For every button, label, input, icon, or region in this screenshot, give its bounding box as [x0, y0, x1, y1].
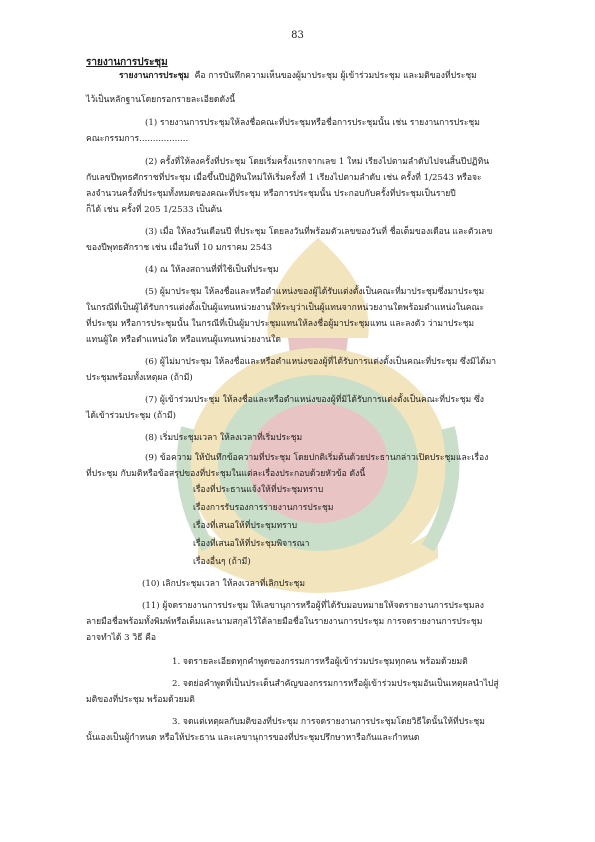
item-11-line: ลายมือชื่อพร้อมทั้งพิมพ์หรือเต็มและนามสกุลไว้ใต้ลายมือชื่อในรายงานการประชุม การจดรายงานการประชุม — [86, 617, 483, 627]
item-7-line: ได้เข้าร่วมประชุม (ถ้ามี) — [86, 411, 176, 421]
item-9-line: (9) ข้อความ ให้บันทึกข้อความที่ประชุม โดยปกติเริ่มต้นด้วยประธานกล่าวเปิดประชุมและเรื่อง — [145, 453, 489, 463]
item-4-line: (4) ณ ให้ลงสถานที่ที่ใช้เป็นที่ประชุม — [145, 265, 279, 275]
page-heading: รายงานการประชุม — [86, 57, 168, 68]
item-7-line: (7) ผู้เข้าร่วมประชุม ให้ลงชื่อและหรือตำแหน่งของผู้ที่มิได้รับการแต่งตั้งเป็นคณะที่ประชุม ซึ่ง — [145, 395, 484, 405]
item-8-line: (8) เริ่มประชุมเวลา ให้ลงเวลาที่เริ่มประชุม — [145, 433, 303, 443]
item-1-line: (1) รายงานการประชุมให้ลงชื่อคณะที่ประชุมหรือชื่อการประชุมนั้น เช่น รายงานการประชุม — [145, 118, 480, 128]
item-5-line: ที่ประชุม หรือการประชุมนั้น ในกรณีที่เป็นผู้มาประชุมแทนให้ลงชื่อผู้มาประชุมแทน และลงตัว ว่ามาประชุม — [86, 319, 475, 329]
item-5-line: (5) ผู้มาประชุม ให้ลงชื่อและหรือตำแหน่งของผู้ได้รับแต่งตั้งเป็นคณะที่มาประชุมซึ่งมาประชุม — [145, 287, 485, 297]
intro-line — [119, 70, 477, 82]
item-2-line: ก็ได้ เช่น ครั้งที่ 205 1/2533 เป็นต้น — [86, 205, 222, 215]
item-5-line: แทนผู้ใด หรือตำแหน่งใด หรือแทนผู้แทนหน่วยงานใด — [86, 335, 281, 345]
item-9-line: ที่ประชุม กับมติหรือข้อสรุปของที่ประชุมในแต่ละเรื่องประกอบด้วยหัวข้อ ดังนี้ — [86, 469, 366, 479]
item-6-line: (6) ผู้ไม่มาประชุม ให้ลงชื่อและหรือตำแหน่งของผู้ที่ได้รับการแต่งตั้งเป็นคณะที่ประชุม ซึ่งมิได้มา — [145, 357, 497, 367]
item-1-line: คณะกรรมการ.................. — [86, 134, 189, 144]
intro-line: ไว้เป็นหลักฐานโดยกรอกรายละเอียดดังนี้ — [86, 95, 236, 105]
item-6-line: ประชุมพร้อมทั้งเหตุผล (ถ้ามี) — [86, 373, 193, 383]
item-3-line: (3) เมื่อ ให้ลงวันเดือนปี ที่ประชุม โดยลงวันที่พร้อมตัวเลขของวันที่ ชื่อเต็มของเดือน และตัวเลข — [145, 227, 493, 237]
method-2-line: มติของที่ประชุม พร้อมด้วยมติ — [86, 695, 195, 705]
item-11-line: อาจทำได้ 3 วิธี คือ — [86, 633, 157, 643]
method-2-line: 2. จดย่อคำพูดที่เป็นประเด็นสำคัญของกรรมการหรือผู้เข้าร่วมประชุมอันเป็นเหตุผลนำไปสู่ — [172, 679, 499, 689]
item-2-line: กับเลขปีพุทธศักราชที่ประชุม เมื่อขึ้นปีปฏิทินใหม่ให้เริ่มครั้งที่ 1 เรียงไปตามลำดับ เช่น ครั้งที่ 1/2543 หรือจะ — [86, 173, 482, 183]
intro-term: รายงานการประชุม — [119, 71, 190, 81]
page-number: 83 — [291, 30, 304, 41]
agenda-item: เรื่องที่ประธานแจ้งให้ที่ประชุมทราบ — [193, 485, 324, 495]
agenda-item: เรื่องที่เสนอให้ที่ประชุมทราบ — [193, 521, 298, 531]
item-10-line: (10) เลิกประชุมเวลา ให้ลงเวลาที่เลิกประชุม — [142, 579, 305, 589]
agenda-item: เรื่องการรับรองการรายงานการประชุม — [193, 503, 334, 513]
method-3-line: 3. จดแต่เหตุผลกับมติของที่ประชุม การจดรายงานการประชุมโดยวิธีใดนั้นให้ที่ประชุม — [172, 717, 485, 727]
method-3-line: นั้นเองเป็นผู้กำหนด หรือให้ประธาน และเลขานุการของที่ประชุมปรึกษาหารือกันและกำหนด — [86, 733, 420, 743]
intro-text: คือ การบันทึกความเห็นของผู้มาประชุม ผู้เข้าร่วมประชุม และมติของที่ประชุม — [194, 71, 477, 81]
agenda-item: เรื่องที่เสนอให้ที่ประชุมพิจารณา — [193, 539, 310, 549]
item-5-line: ในกรณีที่เป็นผู้ได้รับการแต่งตั้งเป็นผู้แทนหน่วยงานให้ระบุว่าเป็นผู้แทนจากหน่วยงานใดพร้อมตำแหน่งในคณะ — [86, 303, 485, 313]
item-2-line: ลงจำนวนครั้งที่ประชุมทั้งหมดของคณะที่ประชุม หรือการประชุมนั้น ประกอบกับครั้งที่ประชุมเป็นรายปี — [86, 189, 456, 199]
item-3-line: ของปีพุทธศักราช เช่น เมื่อวันที่ 10 มกราคม 2543 — [86, 243, 273, 253]
item-11-line: (11) ผู้จดรายงานการประชุม ให้เลขานุการหรือผู้ที่ได้รับมอบหมายให้จดรายงานการประชุมลง — [142, 601, 484, 611]
method-1-line: 1. จดรายละเอียดทุกคำพูดของกรรมการหรือผู้เข้าร่วมประชุมทุกคน พร้อมด้วยมติ — [172, 657, 468, 667]
agenda-item: เรื่องอื่นๆ (ถ้ามี) — [193, 557, 251, 567]
item-2-line: (2) ครั้งที่ให้ลงครั้งที่ประชุม โดยเริ่มครั้งแรกจากเลข 1 ใหม่ เรียงไปตามลำดับไปจนสิ้นปีปฏิทิน — [145, 157, 490, 167]
